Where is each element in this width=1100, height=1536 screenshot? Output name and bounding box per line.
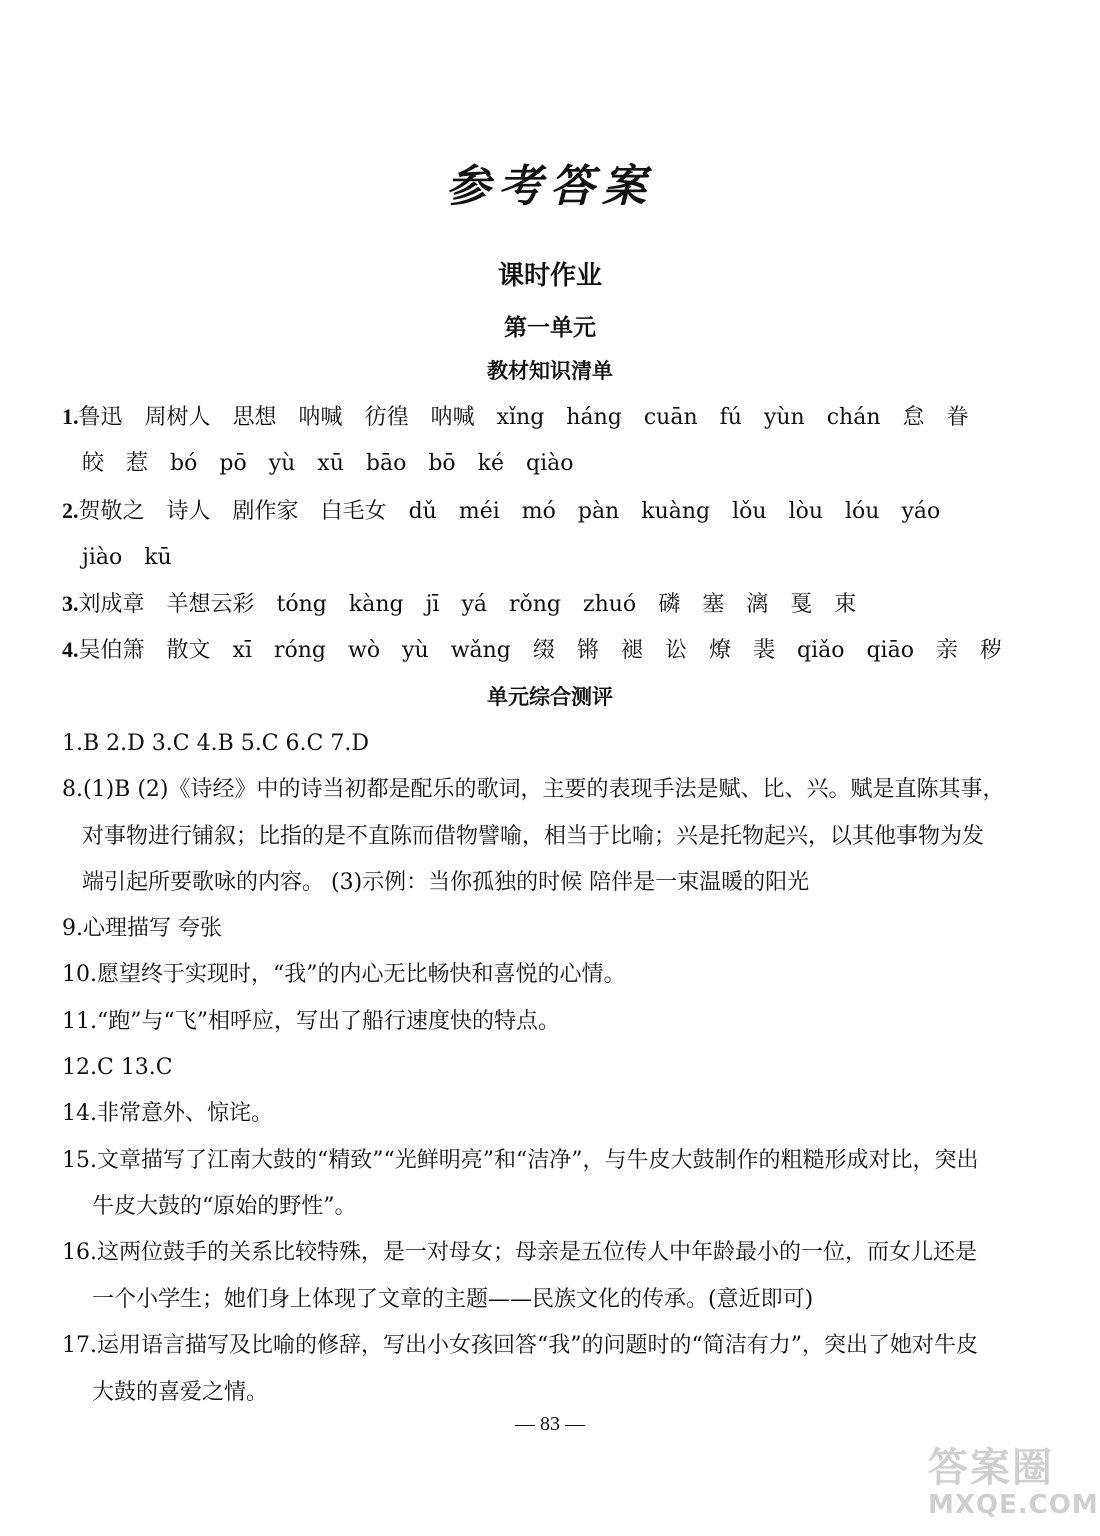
- answer-token: wǎng: [450, 638, 511, 663]
- answer-17-line-1: 17.运用语言描写及比喻的修辞，写出小女孩回答“我”的问题时的“简洁有力”，突出了她对牛皮: [62, 1333, 978, 1358]
- answer-token: 呐喊: [298, 405, 343, 430]
- answer-token: 漓: [746, 592, 769, 617]
- page-title: 参考答案: [446, 161, 654, 212]
- answer-token: chán: [826, 405, 881, 430]
- answer-token: 吴伯箫: [78, 638, 145, 663]
- answer-token: xǐng: [496, 405, 545, 430]
- answer-3: [62, 589, 1042, 620]
- answer-token: 燎: [708, 638, 731, 663]
- answer-9: 9.心理描写 夸张: [62, 916, 222, 941]
- answer-token: 束: [834, 592, 857, 617]
- answer-16-line-1: 16.这两位鼓手的关系比较特殊，是一对母女；母亲是五位传人中年龄最小的一位，而女儿还是: [62, 1240, 977, 1265]
- answer-token: 羊想云彩: [166, 592, 255, 617]
- answer-token: pō: [219, 451, 247, 476]
- answer-token: 2.: [62, 498, 79, 523]
- answer-token: zhuó: [583, 592, 637, 617]
- answer-token: dǔ: [408, 499, 437, 524]
- answer-token: 讼: [664, 638, 687, 663]
- answer-token: 褪: [620, 638, 643, 663]
- answer-token: lóu: [845, 499, 880, 524]
- answer-token: 缀: [532, 638, 555, 663]
- answer-token: yá: [461, 592, 487, 617]
- answer-token: kū: [144, 545, 172, 570]
- answer-token: 贺敬之: [78, 499, 145, 524]
- answer-token: 锵: [576, 638, 599, 663]
- answer-token: wò: [348, 638, 381, 663]
- answer-2-line-2: [82, 543, 1062, 573]
- answer-token: méi: [458, 499, 500, 524]
- answer-8-line-2: 对事物进行铺叙；比指的是不直陈而借物譬喻，相当于比喻；兴是托物起兴，以其他事物为发: [82, 824, 985, 849]
- answer-token: 诗人: [166, 499, 211, 524]
- answer-token: pàn: [577, 499, 620, 524]
- subsection-heading-knowledge: 教材知识清单: [487, 358, 613, 383]
- answer-token: 周树人: [144, 405, 211, 430]
- answer-12-13: 12.C 13.C: [62, 1055, 173, 1080]
- answer-1-line-2: [82, 449, 1062, 479]
- answer-token: tóng: [276, 592, 327, 617]
- answer-token: ké: [477, 451, 505, 476]
- answer-token: yù: [268, 451, 296, 476]
- answer-token: bó: [170, 451, 198, 476]
- answer-token: 思想: [232, 405, 277, 430]
- answer-token: jiào: [82, 545, 123, 570]
- answer-15-line-1: 15.文章描写了江南大鼓的“精致”“光鲜明亮”和“洁净”，与牛皮大鼓制作的粗糙形成对比，突出: [62, 1148, 979, 1173]
- answer-token: xū: [317, 451, 344, 476]
- answer-token: xī: [232, 638, 252, 663]
- answer-1-line-1: [62, 402, 1042, 433]
- answer-token: 呐喊: [430, 405, 475, 430]
- section-heading: 课时作业: [497, 261, 602, 291]
- answer-token: yáo: [901, 499, 941, 524]
- answer-8-line-1: 8.(1)B (2)《诗经》中的诗当初都是配乐的歌词，主要的表现手法是赋、比、兴。赋是直陈其事，: [62, 777, 1005, 802]
- answer-16-line-2: 一个小学生；她们身上体现了文章的主题——民族文化的传承。(意近即可): [92, 1287, 814, 1312]
- answer-token: bō: [428, 451, 456, 476]
- answer-10: 10.愿望终于实现时，“我”的内心无比畅快和喜悦的心情。: [62, 962, 626, 987]
- answer-token: kuàng: [641, 499, 711, 524]
- answer-token: mó: [521, 499, 556, 524]
- answer-8-line-3: 端引起所要歌咏的内容。 (3)示例：当你孤独的时候 陪伴是一束温暖的阳光: [82, 870, 810, 895]
- answer-token: 彷徨: [364, 405, 409, 430]
- answer-token: cuān: [643, 405, 698, 430]
- answer-token: 1.: [62, 404, 79, 429]
- answer-token: fú: [719, 405, 742, 430]
- answer-token: yù: [402, 638, 429, 663]
- answer-11: 11.“跑”与“飞”相呼应，写出了船行速度快的特点。: [62, 1009, 560, 1034]
- watermark-url: MXQE.COM: [928, 1490, 1099, 1520]
- answer-token: 4.: [62, 637, 79, 662]
- answer-15-line-2: 牛皮大鼓的“原始的野性”。: [92, 1194, 357, 1219]
- answer-1-7: 1.B 2.D 3.C 4.B 5.C 6.C 7.D: [62, 731, 370, 756]
- answer-token: qiǎo: [796, 638, 845, 663]
- answer-token: háng: [566, 405, 622, 430]
- answer-17-line-2: 大鼓的喜爱之情。: [92, 1380, 269, 1405]
- answer-token: 裴: [752, 638, 775, 663]
- subsection-heading-test: 单元综合测评: [487, 684, 613, 709]
- answer-token: yùn: [763, 405, 805, 430]
- answer-token: 秽: [979, 638, 1002, 663]
- answer-4: [62, 635, 1042, 666]
- answer-14: 14.非常意外、惊诧。: [62, 1101, 273, 1126]
- answer-token: qiào: [526, 451, 574, 476]
- watermark-logo: 答案圈: [928, 1445, 1054, 1491]
- answer-token: rǒng: [508, 592, 561, 617]
- answer-2-line-1: [62, 496, 1042, 527]
- answer-token: qiāo: [866, 638, 914, 663]
- answer-token: 惹: [126, 451, 149, 476]
- answer-token: 眷: [946, 405, 969, 430]
- answer-token: 散文: [166, 638, 211, 663]
- answer-token: lǒu: [732, 499, 767, 524]
- answer-token: lòu: [788, 499, 824, 524]
- answer-token: 怠: [902, 405, 925, 430]
- answer-token: 塞: [702, 592, 725, 617]
- unit-heading: 第一单元: [504, 314, 596, 341]
- answer-token: bāo: [365, 451, 407, 476]
- answer-token: 白毛女: [320, 499, 387, 524]
- answer-token: róng: [273, 638, 326, 663]
- answer-token: 亲: [935, 638, 958, 663]
- answer-token: 戛: [790, 592, 813, 617]
- answer-token: 皎: [82, 451, 105, 476]
- answer-token: 磷: [658, 592, 681, 617]
- answer-token: 剧作家: [232, 499, 299, 524]
- answer-token: jī: [425, 592, 440, 617]
- answer-token: 刘成章: [78, 592, 145, 617]
- answer-token: 鲁迅: [78, 405, 123, 430]
- answer-token: kàng: [348, 592, 404, 617]
- answer-token: 3.: [62, 591, 79, 616]
- watermark: [928, 1445, 1099, 1526]
- page-number: — 83 —: [515, 1413, 585, 1435]
